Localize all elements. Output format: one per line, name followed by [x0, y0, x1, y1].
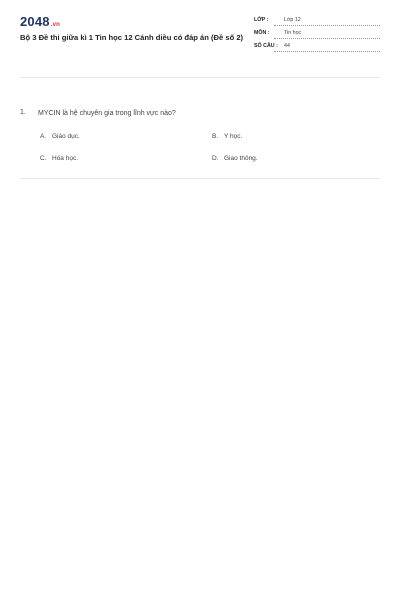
meta-subject-label: MÔN : — [254, 30, 270, 36]
meta-class — [254, 16, 380, 29]
meta-count-value: 44 — [274, 43, 380, 52]
document-page: 2048.vn Bộ 3 Đề thi giữa kì 1 Tin học 12 Cánh diều có đáp án (Đề số 2) LỚP : Lớp 12 MÔN : Tin học SỐ CÂU : 44 1. MYCIN là hệ chuyên gia trong lĩnh vực nào? A. Giáo dục. B. Y học. C. Hóa học. D. Giao thông. — [0, 0, 400, 600]
divider — [20, 178, 380, 179]
meta-subject-value: Tin học — [274, 30, 380, 39]
meta-class-label: LỚP : — [254, 17, 269, 23]
question-number: 1. — [20, 109, 26, 116]
exam-meta — [254, 16, 380, 55]
logo-tld: .vn — [50, 22, 61, 28]
document-header — [20, 12, 380, 70]
meta-class-value: Lớp 12 — [274, 17, 380, 26]
logo-main: 2048 — [20, 14, 50, 29]
meta-count-label: SỐ CÂU : — [254, 43, 278, 49]
question-text: MYCIN là hệ chuyên gia trong lĩnh vực nào? — [38, 110, 176, 117]
site-logo[interactable] — [20, 14, 60, 29]
meta-count — [254, 42, 380, 55]
divider — [20, 77, 380, 78]
document-title: Bộ 3 Đề thi giữa kì 1 Tin học 12 Cánh diều có đáp án (Đề số 2) — [20, 33, 244, 42]
meta-subject — [254, 29, 380, 42]
